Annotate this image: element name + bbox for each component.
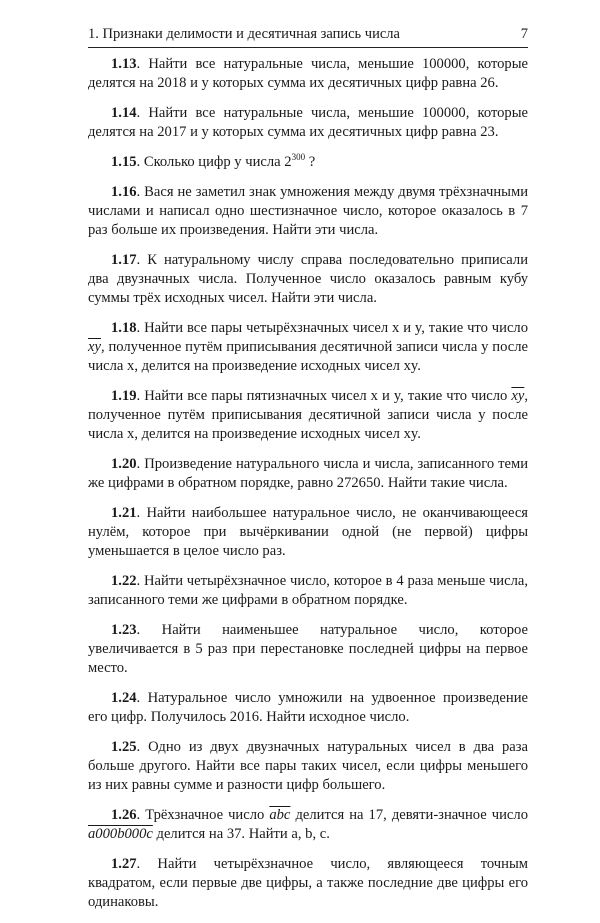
problem-1-20: 1.20. Произведение натурального числа и числа, записанного теми же цифрами в обратном порядке, равно 272650. Найти такие числа. <box>88 456 529 491</box>
problem-1-27: 1.27. Найти четырёхзначное число, являющееся точным квадратом, если первые две цифры, а также последние две цифры его одинаковы. <box>88 856 528 910</box>
problem-1-19: 1.19. Найти все пары пятизначных чисел x и y, такие что число $\overline{xy}$, полученное путём приписывания десятичной записи числа y после числа x, делится на произведение исходных чисел xy. <box>88 388 528 442</box>
problem-1-16: 1.16. Вася не заметил знак умножения между двумя трёхзначными числами и написал одно шестизначное число, которое оказалось в 7 раз больше их произведения. Найти эти числа. <box>88 184 529 238</box>
problem-1-21: 1.21. Найти наибольшее натуральное число, не оканчивающееся нулём, которое при вычёркивании одной (не первой) цифры уменьшается в целое число раз. <box>88 505 529 559</box>
problem-1-24: 1.24. Натуральное число умножили на удвоенное произведение его цифр. Получилось 2016. Найти исходное число. <box>88 690 529 725</box>
problem-1-15: 1.15. Сколько цифр у числа $2^{300}$ ? <box>111 152 316 170</box>
problem-1-25: 1.25. Одно из двух двузначных натуральных чисел в два раза больше другого. Найти все пары таких чисел, если цифры меньшего из них равны сумме и разности цифр большего. <box>88 739 528 793</box>
problem-list <box>88 55 528 923</box>
overline-a000b000c: a000b000c <box>88 826 153 842</box>
problem-1-17: 1.17. К натуральному числу справа последовательно приписали два двузначных числа. Полученное число оказалось равным кубу суммы трёх исходных чисел. Найти эти числа. <box>88 252 529 306</box>
problem-1-18: 1.18. Найти все пары четырёхзначных чисел x и y, такие что число $\overline{xy}$, полученное путём приписывания десятичной записи числа y после числа x, делится на произведение исходных чисел xy. <box>88 320 528 374</box>
overline-xy: $\overline{xy}$ <box>511 388 525 404</box>
exponent: 300 <box>291 152 306 163</box>
problem-1-23: 1.23. Найти наименьшее натуральное число, которое увеличивается в 5 раз при перестановке последней цифры на первое место. <box>88 622 528 676</box>
page-number: 7 <box>520 26 528 42</box>
problem-1-26: 1.26. Трёхзначное число $\overline{abc}$ делится на 17, девяти-значное число a000b000c делится на 37. Найти a, b, c. <box>88 807 528 842</box>
overline-xy: $\overline{xy}$ <box>88 339 101 355</box>
header-rule <box>88 47 528 48</box>
running-header <box>88 26 528 43</box>
problem-1-13: 1.13. Найти все натуральные числа, меньшие 100000, которые делятся на 2018 и у которых сумма их десятичных цифр равна 26. <box>88 56 529 91</box>
overline-abc: $\overline{abc}$ <box>269 807 291 823</box>
chapter-title: 1. Признаки делимости и десятичная запись числа <box>88 26 400 42</box>
problem-1-14: 1.14. Найти все натуральные числа, меньшие 100000, которые делятся на 2017 и у которых сумма их десятичных цифр равна 23. <box>88 105 529 140</box>
problem-1-22: 1.22. Найти четырёхзначное число, которое в 4 раза меньше числа, записанного теми же цифрами в обратном порядке. <box>88 573 529 608</box>
